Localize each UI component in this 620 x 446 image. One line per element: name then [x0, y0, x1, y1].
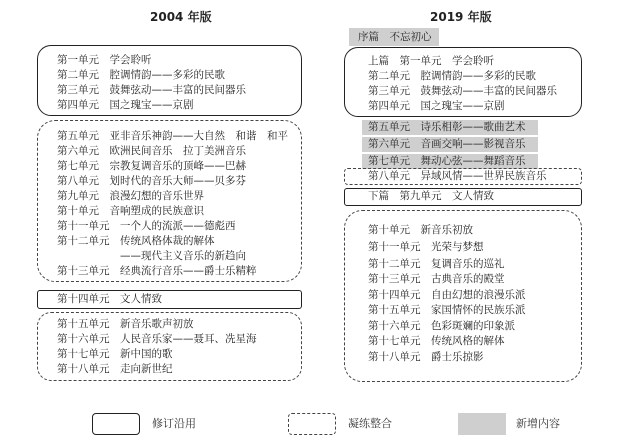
right-unit-1: 上篇 第一单元 学会聆听 [368, 55, 494, 67]
left-unit-17: 第十七单元 新中国的歌 [57, 348, 173, 360]
right-unit-18: 第十八单元 爵士乐掠影 [368, 351, 484, 363]
right-unit-15: 第十五单元 家国情怀的民族乐派 [368, 304, 526, 316]
left-unit-3: 第三单元 鼓舞弦动——丰富的民间器乐 [57, 84, 246, 96]
left-unit-18: 第十八单元 走向新世纪 [57, 363, 173, 375]
right-unit-6: 第六单元 音画交响——影视音乐 [368, 138, 526, 150]
right-unit-14: 第十四单元 自由幻想的浪漫乐派 [368, 289, 526, 301]
left-unit-12-cont: ——现代主义音乐的新趋向 [57, 250, 246, 262]
right-unit-3: 第三单元 鼓舞弦动——丰富的民间器乐 [368, 85, 557, 97]
left-unit-13: 第十三单元 经典流行音乐——爵士乐精粹 [57, 265, 257, 277]
right-unit-9: 下篇 第九单元 文人情致 [368, 190, 494, 202]
left-unit-16: 第十六单元 人民音乐家——聂耳、冼星海 [57, 333, 257, 345]
left-unit-4: 第四单元 国之瑰宝——京剧 [57, 99, 194, 111]
legend-dashed-label: 凝练整合 [348, 417, 392, 430]
left-unit-11: 第十一单元 一个人的流派——德彪西 [57, 220, 236, 232]
right-unit-16: 第十六单元 色彩斑斓的印象派 [368, 320, 515, 332]
left-unit-1: 第一单元 学会聆听 [57, 54, 152, 66]
legend-solid-label: 修订沿用 [152, 417, 196, 430]
left-unit-7: 第七单元 宗教复调音乐的顶峰——巴赫 [57, 160, 246, 172]
left-unit-14: 第十四单元 文人情致 [57, 293, 162, 305]
legend-dashed-swatch [288, 413, 336, 435]
right-column-title: 2019 年版 [430, 10, 492, 24]
left-column-title: 2004 年版 [150, 10, 212, 24]
right-unit-12: 第十二单元 复调音乐的巡礼 [368, 258, 505, 270]
right-unit-8: 第八单元 异域风情——世界民族音乐 [368, 170, 547, 182]
right-prelude: 序篇 不忘初心 [358, 31, 432, 43]
right-unit-5: 第五单元 诗乐相彰——歌曲艺术 [368, 121, 526, 133]
legend-grey-swatch [458, 413, 506, 435]
right-unit-2: 第二单元 腔调情韵——多彩的民歌 [368, 70, 536, 82]
left-unit-15: 第十五单元 新音乐歌声初放 [57, 318, 194, 330]
left-unit-8: 第八单元 划时代的音乐大师——贝多芬 [57, 175, 246, 187]
left-unit-6: 第六单元 欧洲民间音乐 拉丁美洲音乐 [57, 145, 246, 157]
right-unit-17: 第十七单元 传统风格的解体 [368, 335, 505, 347]
right-unit-7: 第七单元 舞动心弦——舞蹈音乐 [368, 155, 526, 167]
right-unit-10: 第十单元 新音乐初放 [368, 224, 473, 236]
left-unit-2: 第二单元 腔调情韵——多彩的民歌 [57, 69, 225, 81]
left-unit-5: 第五单元 亚非音乐神韵——大自然 和谐 和平 [57, 130, 288, 142]
right-unit-11: 第十一单元 光荣与梦想 [368, 241, 484, 253]
left-unit-9: 第九单元 浪漫幻想的音乐世界 [57, 190, 204, 202]
left-unit-12: 第十二单元 传统风格体裁的解体 [57, 235, 215, 247]
legend-solid-swatch [92, 413, 140, 435]
right-unit-13: 第十三单元 古典音乐的殿堂 [368, 273, 505, 285]
legend-grey-label: 新增内容 [516, 417, 560, 430]
left-unit-10: 第十单元 音响塑成的民族意识 [57, 205, 204, 217]
right-unit-4: 第四单元 国之瑰宝——京剧 [368, 100, 505, 112]
